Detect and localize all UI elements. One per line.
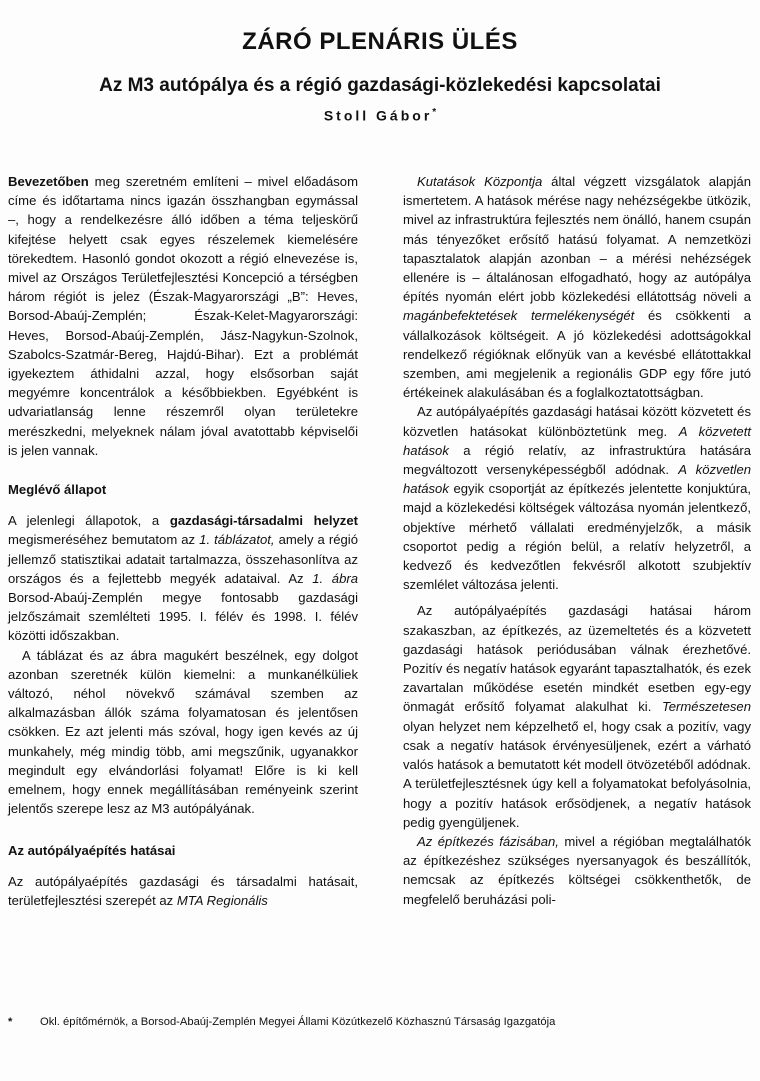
paragraph-construction-phase (403, 832, 751, 909)
figure-ref: 1. ábra (312, 570, 359, 586)
text: amely a régió jellemző statisztikai adatait tartalmazza, összehasonlítva az országos és a fejlettebb megyék adataival. Az (8, 532, 358, 586)
emphasis: A közvetett hatások (403, 423, 751, 458)
text: olyan helyzet nem képzelhető el, hogy csak a pozitív, vagy csak a negatív hatások érvényesüljenek, ezért a várható valós hatások a bemutatott két modell ötvözetéből adódnak. A területfejlesztésnek úgy kell a folyamatokat befolyásolnia, hogy a pozitív hatások erősödjenek, a negatív hatások pedig gyengüljenek. (403, 718, 751, 830)
intro-paragraph (8, 172, 358, 460)
text: A jelenlegi állapotok, a (8, 513, 170, 529)
bold-term: gazdasági-társadalmi helyzet (169, 513, 358, 529)
emphasis: magánbefektetések termelékenységét (403, 308, 635, 324)
footnote-mark: * (8, 1016, 13, 1028)
text: és csökkenti a vállalkozások költségeit. A jó közlekedési adottságokkal rendelkező régióknak előnyük van a kevésbé ellátottakkal szemben, ami megjelenik a regionális GDP egy főre jutó értékeinek alakulásában és a foglalkoztatottságban. (403, 308, 751, 401)
section-heading-current-state: Meglévő állapot (8, 482, 107, 498)
emphasis: Természetesen (661, 699, 751, 715)
intro-text: meg szeretném említeni – mivel előadásom címe és időtartama nincs igazán összhangban egymással –, hogy a rendelkezésre álló időben a téma teljeskörű kifejtése helyett csak egyes részelemek kiemelésére törekedtem. Hasonló gondot okozott a régió elnevezése is, mivel az Országos Területfejlesztési Koncepció a térségben három régiót is jelez (Észak-Magyarországi „B”: Heves, Borsod-Abaúj-Zemplén; Észak-Kelet-Magyarországi: Heves, Borsod-Abaúj-Zemplén, Jász-Nagykun-Szolnok, Szabolcs-Szatmár-Bereg, Hajdú-Bihar). Ezt a problémát igyekeztem áthidalni azzal, hogy elsősorban saját megyémre koncentrálok a későbbiekben. Egyébként is udvariatlanság lenne részemről olyan területekre merészkedni, melyeknek nálam jóval avatottabb képviselői is jelen vannak. (8, 174, 358, 458)
author-footnote-mark: * (432, 107, 437, 118)
footnote (8, 1016, 753, 1028)
author-name: Stoll Gábor (323, 107, 433, 124)
author-line (0, 107, 760, 124)
text: egyik csoportját az építkezés jelentette konjuktúra, majd a közlekedési költségek változása nyomán jelentkező, objektíve mérhető vállalati eredményjelzők, a másik csoportot pedig a régión belül, a relatív helyzetről, a kedvező és kedvezőtlen fekvésről alkotott szubjektív szemlélet változása jelenti. (403, 481, 751, 593)
emphasis: A közvetlen hatások (403, 462, 752, 497)
footnote-text: Okl. építőmérnök, a Borsod-Abaúj-Zemplén Megyei Állami Közútkezelő Közhasznú Társaság Igazgatója (40, 1016, 556, 1028)
text: a régió relatív, az infrastruktúra hatására megváltozott versenyképességből adódnak. (403, 442, 751, 478)
text: Az autópályaépítés gazdasági és társadalmi hatásait, területfejlesztési szerepét az (8, 873, 358, 908)
article-subtitle: Az M3 autópálya és a régió gazdasági-közlekedési kapcsolatai (99, 75, 661, 96)
institution-ref: Kutatások Központja (417, 174, 543, 189)
paragraph-table-discussion: A táblázat és az ábra magukért beszélnek, egy dolgot azonban szeretnék külön kiemelni: a munkanélküliek változó, néhol növekvő számával szemben az alkalmazásban állók száma folyamatosan és jelentősen csökken. Ez azt jelenti más szóval, hogy igen kevés az új munkahely, még mindig több, ami megszűnik, ugyanakkor megindult egy elvándorlási folyamat! Előre is ki kell emelnem, hogy ennek megállításában reményeink szerint jelentős szerepe lesz az M3 autópályának. (8, 647, 358, 817)
paragraph-effects-start (8, 872, 358, 910)
text: Az autópályaépítés gazdasági hatásai között közvetett és közvetlen hatásokat különböztetünk meg. (403, 404, 751, 439)
text: Borsod-Abaúj-Zemplén megye fontosabb gazdasági jelzőszámait szemlélteti 1995. I. félév és 1998. I. félév közötti időszakban. (8, 590, 358, 644)
left-column (8, 172, 358, 910)
section-heading-effects: Az autópályaépítés hatásai (8, 842, 176, 858)
emphasis: Az építkezés fázisában, (417, 833, 559, 849)
text: mivel a régióban megtalálhatók az építkezéshez szükséges nyersanyagok és beszállítók, nemcsak az építkezés költségei csökkenthetők, de megfelelő beruházási poli- (403, 833, 751, 907)
intro-lead: Bevezetőben (8, 174, 89, 189)
text: megismeréséhez bemutatom az (8, 532, 200, 548)
table-ref: 1. táblázatot, (199, 532, 275, 548)
text: Az autópályaépítés gazdasági hatásai három szakaszban, az építkezés, az üzemeltetés és a közvetett gazdasági hatások periódusában válnak érezhetővé. Pozitív és negatív hatások egyaránt tapasztalhatók, és ezek zavartalan működése esetén mindkét esetben egy-egy önmagát erősítő folyamat alakulhat ki. (403, 603, 751, 715)
page-title: ZÁRÓ PLENÁRIS ÜLÉS (242, 28, 518, 55)
text: által végzett vizsgálatok alapján ismertetem. A hatások mérése nagy nehézségekbe ütközik, mivel az infrastruktúra fejlesztés nem önálló, hanem csupán más tényezőket erősítő hatású folyamat. A nemzetközi tapasztalatok alapján azonban – a mérési nehézségek ellenére is – általánosan elfogadható, hogy az autópálya építés nyomán elért jobb közlekedési ellátottság növeli a (403, 174, 751, 305)
paragraph-direct-indirect (403, 402, 751, 594)
right-column (403, 172, 751, 909)
institution-ref: MTA Regionális (176, 892, 268, 908)
paragraph-phases (403, 601, 751, 831)
paragraph-continued (403, 172, 751, 402)
paragraph-situation (8, 511, 358, 645)
